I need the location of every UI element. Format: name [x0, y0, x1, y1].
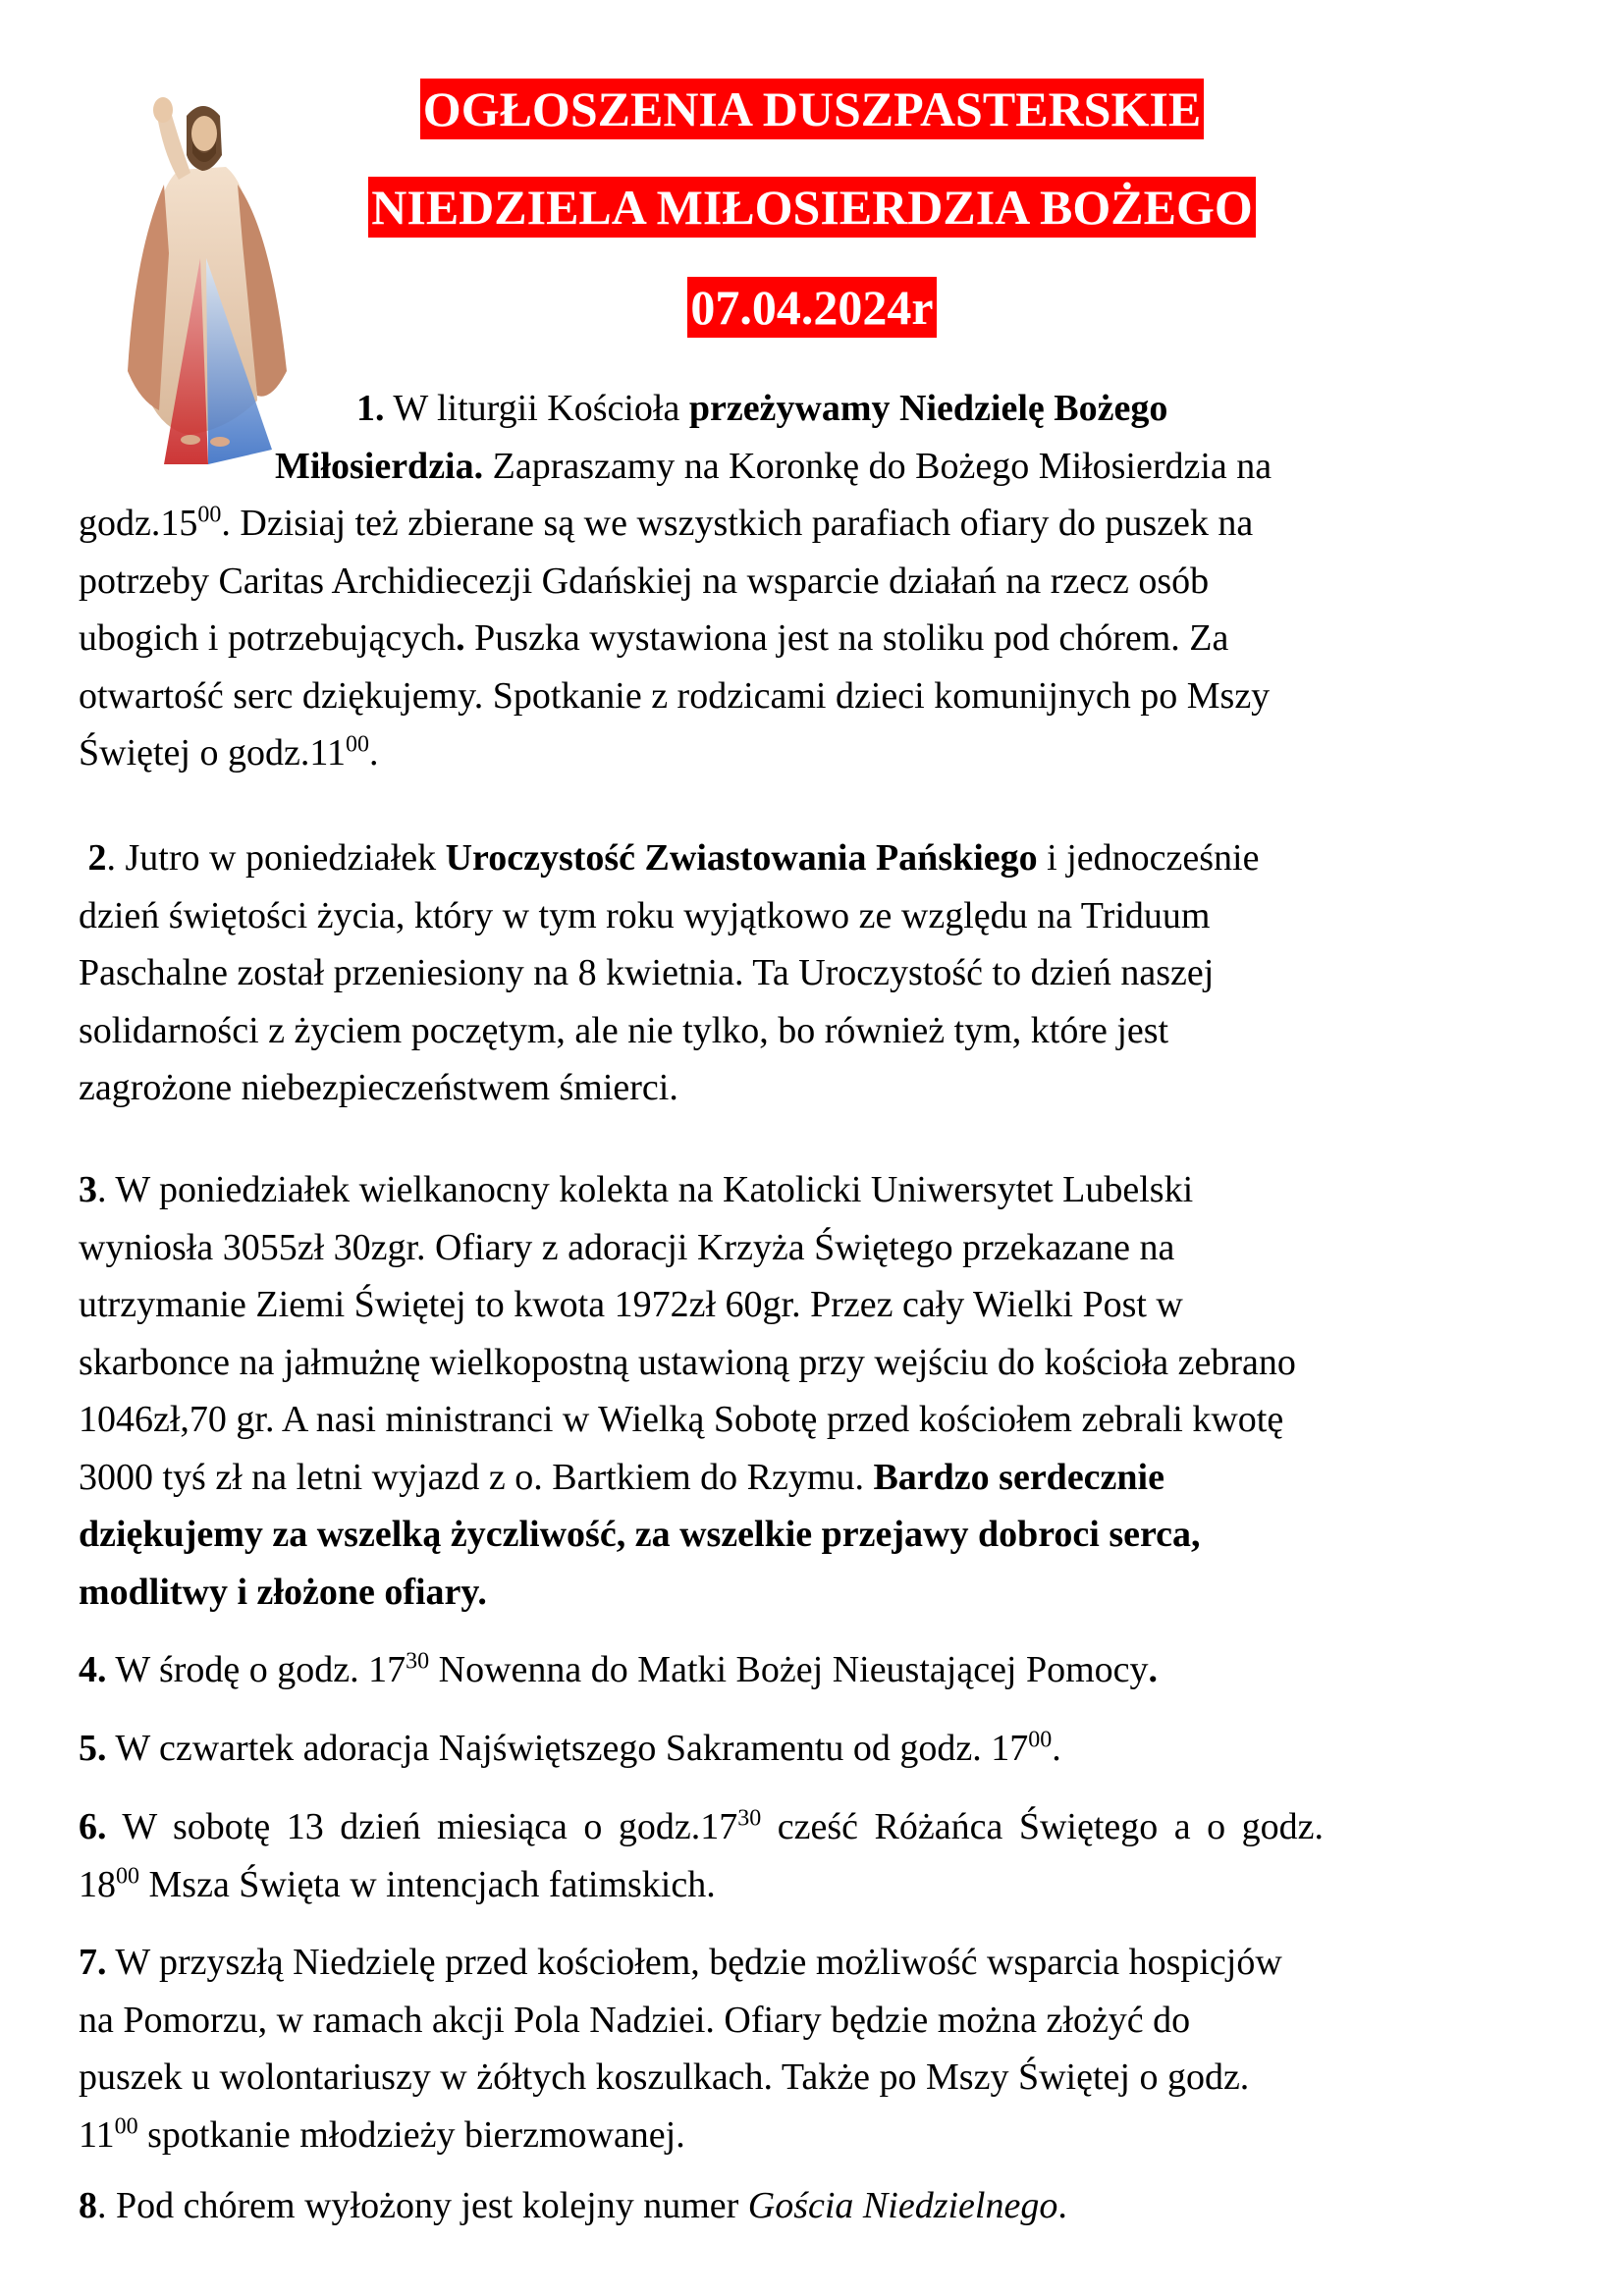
announcement-item-1: 1. W liturgii Kościoła przeżywamy Niedzielę Bożego Miłosierdzia. Zapraszamy na Koronkę do Bożego Miłosierdzia na $godz.15^{00}$. Dzisiaj też zbierane są we wszystkich parafiach ofiary do puszek na potrzeby Caritas Archidiecezji Gdańskiej na wsparcie działań na rzecz osób ubogich i potrzebujących. Puszka wystawiona jest na stoliku pod chórem. Za otwartość serc dziękujemy. Spotkanie z rodzicami dzieci komunijnych po Mszy Świętej o $godz.11^{00}$.: [79, 388, 1272, 774]
item-number: 7.: [79, 1942, 107, 1983]
announcement-item-7: 7. W przyszłą Niedzielę przed kościołem, będzie możliwość wsparcia hospicjów na Pomorzu, w ramach akcji Pola Nadziei. Ofiary będzie można złożyć do puszek u wolontariuszy w żółtych koszulkach. Także po Mszy Świętej o godz. $11^{00}$ spotkanie młodzieży bierzmowanej.: [79, 1942, 1282, 2156]
item-number: 2: [87, 837, 107, 879]
item-number: 3: [79, 1169, 97, 1210]
announcement-item-5: 5. W czwartek adoracja Najświętszego Sakramentu od godz. $17^{00}$.: [79, 1727, 1061, 1769]
item-number: 4.: [79, 1649, 107, 1690]
item-number: 6.: [79, 1806, 107, 1847]
announcements-title: OGŁOSZENIA DUSZPASTERSKIE: [420, 79, 1204, 139]
announcement-item-6: 6. W sobotę 13 dzień miesiąca o $godz.17^{30}$ cześć Różańca Świętego a o godz. $18^{00}$ Msza Święta w intencjach fatimskich.: [79, 1805, 1325, 1905]
announcement-item-3: 3. W poniedziałek wielkanocny kolekta na Katolicki Uniwersytet Lubelski wyniosła 3055zł 30zgr. Ofiary z adoracji Krzyża Świętego przekazane na utrzymanie Ziemi Świętej to kwota 1972zł 60gr. Przez cały Wielki Post w skarbonce na jałmużnę wielkopostną ustawioną przy wejściu do kościoła zebrano 1046zł,70 gr. A nasi ministranci w Wielką Sobotę przed kościołem zebrali kwotę 3000 tyś zł na letni wyjazd z o. Bartkiem do Rzymu. Bardzo serdecznie dziękujemy za wszelką życzliwość, za wszelkie przejawy dobroci serca, modlitwy i złożone ofiary.: [79, 1169, 1296, 1613]
header-line-1: [0, 79, 1624, 139]
date-title: 07.04.2024r: [687, 277, 936, 338]
item-number: 1.: [356, 388, 385, 429]
sunday-title: NIEDZIELA MIŁOSIERDZIA BOŻEGO: [368, 177, 1256, 238]
header-line-2: [0, 177, 1624, 238]
item-number: 8: [79, 2185, 97, 2226]
announcement-item-8: 8. Pod chórem wyłożony jest kolejny numer Gościa Niedzielnego.: [79, 2185, 1067, 2226]
announcement-item-4: 4. W środę o godz. $17^{30}$ Nowenna do Matki Bożej Nieustającej Pomocy.: [79, 1648, 1159, 1690]
item-number: 5.: [79, 1728, 107, 1769]
announcement-item-2: 2. Jutro w poniedziałek Uroczystość Zwiastowania Pańskiego i jednocześnie dzień świętości życia, który w tym roku wyjątkowo ze względu na Triduum Paschalne został przeniesiony na 8 kwietnia. Ta Uroczystość to dzień naszej solidarności z życiem poczętym, ale nie tylko, bo również tym, które jest zagrożone niebezpieczeństwem śmierci.: [79, 837, 1260, 1108]
header-line-3: [0, 277, 1624, 338]
